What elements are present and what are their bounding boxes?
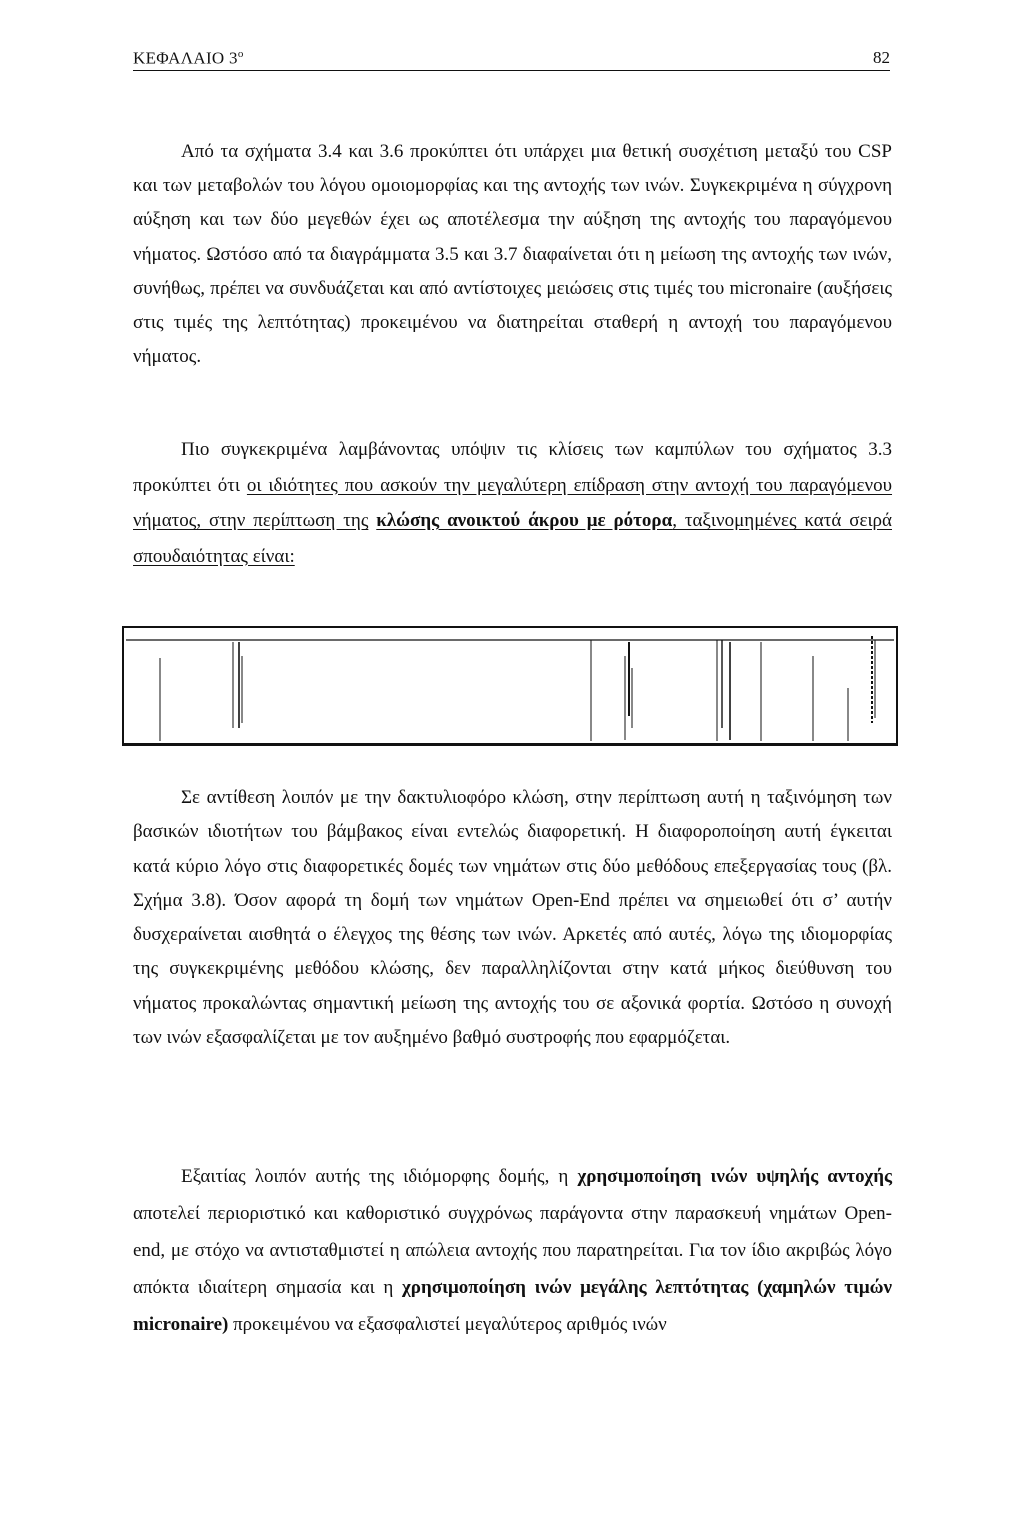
paragraph-4-text-a: Εξαιτίας λοιπόν αυτής της ιδιόμορφης δομής, η — [181, 1166, 578, 1187]
paragraph-2-bold-underlined-c: κλώσης ανοικτού άκρου με ρότορα — [376, 510, 673, 531]
paragraph-2-underlined-b: οι ιδιότητες που ασκούν την μεγαλύτερη επίδραση στην αντοχή του παραγόμενου νήματος, στην περίπτωση της — [133, 474, 893, 531]
faded-table-figure — [122, 626, 898, 746]
paragraph-1-text: Από τα σχήματα 3.4 και 3.6 προκύπτει ότι υπάρχει μια θετική συσχέτιση μεταξύ του CSP και των μεταβολών του λόγου ομοιομορφίας και της αντοχής των ινών. Συγκεκριμένα η σύγχρονη αύξηση και των δύο μεγεθών έχει ως αποτέλεσμα την αύξηση της αντοχής του παραγόμενου νήματος. Ωστόσο από τα διαγράμματα 3.5 και 3.7 διαφαίνεται ότι η μείωση της αντοχής των ινών, συνήθως, πρέπει να συνδυάζεται και από αντίστοιχες μειώσεις στις τιμές του micronaire (αυξήσεις στις τιμές της λεπτότητας) προκειμένου να διατηρείται σταθερή η αντοχή του παραγόμενου νήματος. — [133, 141, 892, 368]
paragraph-2-underlined-d: , ταξινομημένες κατά σειρά σπουδαιότητας είναι: — [133, 510, 892, 567]
paragraph-4-text-c: αποτελεί περιοριστικό και καθοριστικό συγχρόνως παράγοντα στην παρασκευή νημάτων Open-end, με στόχο να αντισταθμιστεί η απώλεια αντοχής που παρατηρείται. Για τον ίδιο ακριβώς λόγο απόκτα ιδιαίτερη σημασία και η — [133, 1203, 892, 1298]
paragraph-4-bold-b: χρησιμοποίηση ινών υψηλής αντοχής — [577, 1166, 893, 1187]
paragraph-4-text-e: προκειμένου να εξασφαλιστεί μεγαλύτερος αριθμός ινών — [228, 1314, 667, 1335]
paragraph-4 — [133, 1158, 892, 1343]
chapter-text: ΚΕΦΑΛΑΙΟ 3 — [133, 48, 238, 68]
chapter-label — [133, 48, 244, 69]
chapter-superscript: ο — [237, 48, 244, 60]
paragraph-4-bold-d: χρησιμοποίηση ινών μεγάλης λεπτότητας (χαμηλών τιμών micronaire) — [133, 1277, 892, 1335]
paragraph-2 — [133, 432, 892, 574]
paragraph-3 — [133, 781, 892, 1055]
figure-remnant-lines — [124, 628, 896, 743]
page-number: 82 — [873, 48, 890, 67]
paragraph-3-text: Σε αντίθεση λοιπόν με την δακτυλιοφόρο κλώση, στην περίπτωση αυτή η ταξινόμηση των βασικών ιδιοτήτων του βάμβακος είναι εντελώς διαφορετική. Η διαφοροποίηση αυτή έγκειται κατά κύριο λόγο στις διαφορετικές δομές των νημάτων στις δύο μεθόδους επεξεργασίας τους (βλ. Σχήμα 3.8). Όσον αφορά τη δομή των νημάτων Open-End πρέπει να σημειωθεί ότι σ’ αυτήν δυσχεραίνεται αισθητά ο έλεγχος της θέσης των ινών. Αρκετές από αυτές, λόγω της ιδιομορφίας της συγκεκριμένης μεθόδου κλώσης, δεν παραλληλίζονται στην κατά μήκος διεύθυνση του νήματος προκαλώντας σημαντική μείωση της αντοχής του σε αξονικά φορτία. Ωστόσο η συνοχή των ινών εξασφαλίζεται με τον αυξημένο βαθμό συστροφής που εφαρμόζεται. — [133, 787, 892, 1049]
paragraph-2-text-a: Πιο συγκεκριμένα λαμβάνοντας υπόψιν τις κλίσεις των καμπύλων του σχήματος 3.3 προκύπτει ότι — [133, 439, 892, 496]
paragraph-1 — [133, 135, 892, 374]
page-header — [133, 48, 890, 71]
